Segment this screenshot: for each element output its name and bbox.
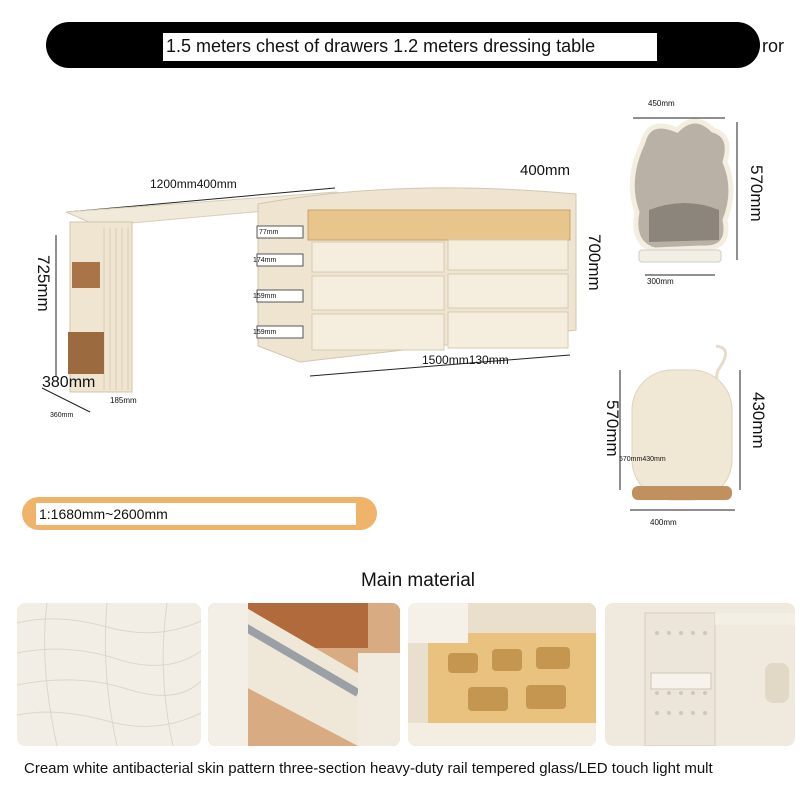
- stool-left-height-label: 570mm: [603, 400, 622, 457]
- mirror-top-width-label: 450mm: [648, 99, 675, 108]
- drawer-3-height: 159mm: [253, 293, 277, 300]
- desk-top-width-label: 1200mm400mm: [150, 177, 237, 191]
- drawer-4-height: 159mm: [253, 329, 277, 336]
- stool-right-height-label: 430mm: [749, 392, 768, 449]
- cabinet-width-label: 1500mm130mm: [422, 353, 509, 367]
- photo-leather: [17, 603, 201, 746]
- stool-illustration: [610, 340, 760, 520]
- desk-depth-label: 380mm: [42, 374, 96, 391]
- drawer-2-height: 174mm: [253, 257, 277, 264]
- photo-pegboard: [605, 603, 795, 746]
- drawer-1-height: 77mm: [259, 229, 279, 236]
- desk-height-label: 725mm: [34, 255, 53, 312]
- mirror-height-label: 570mm: [747, 165, 766, 222]
- section-title: Main material: [360, 570, 476, 591]
- material-caption: Cream white antibacterial skin pattern three-section heavy-duty rail tempered glass/LED touch light mult: [24, 760, 713, 777]
- banner-title: 1.5 meters chest of drawers 1.2 meters dressing table: [166, 36, 596, 56]
- cabinet-height-label: 700mm: [585, 234, 604, 291]
- banner-title-tail: ror: [762, 36, 784, 56]
- mirror-base-width-label: 300mm: [647, 277, 674, 286]
- small-dimension-label: 360mm: [50, 412, 74, 419]
- photo-tempered-glass: [408, 603, 596, 746]
- mirror-illustration: [615, 100, 765, 290]
- leg-width-label: 185mm: [110, 396, 137, 405]
- stool-width-label: 400mm: [650, 518, 677, 527]
- range-label: 1:1680mm~2600mm: [39, 506, 168, 522]
- photo-rail: [208, 603, 400, 746]
- stool-mid-label: 570mm430mm: [619, 456, 666, 463]
- cabinet-top-label: 400mm: [520, 162, 571, 179]
